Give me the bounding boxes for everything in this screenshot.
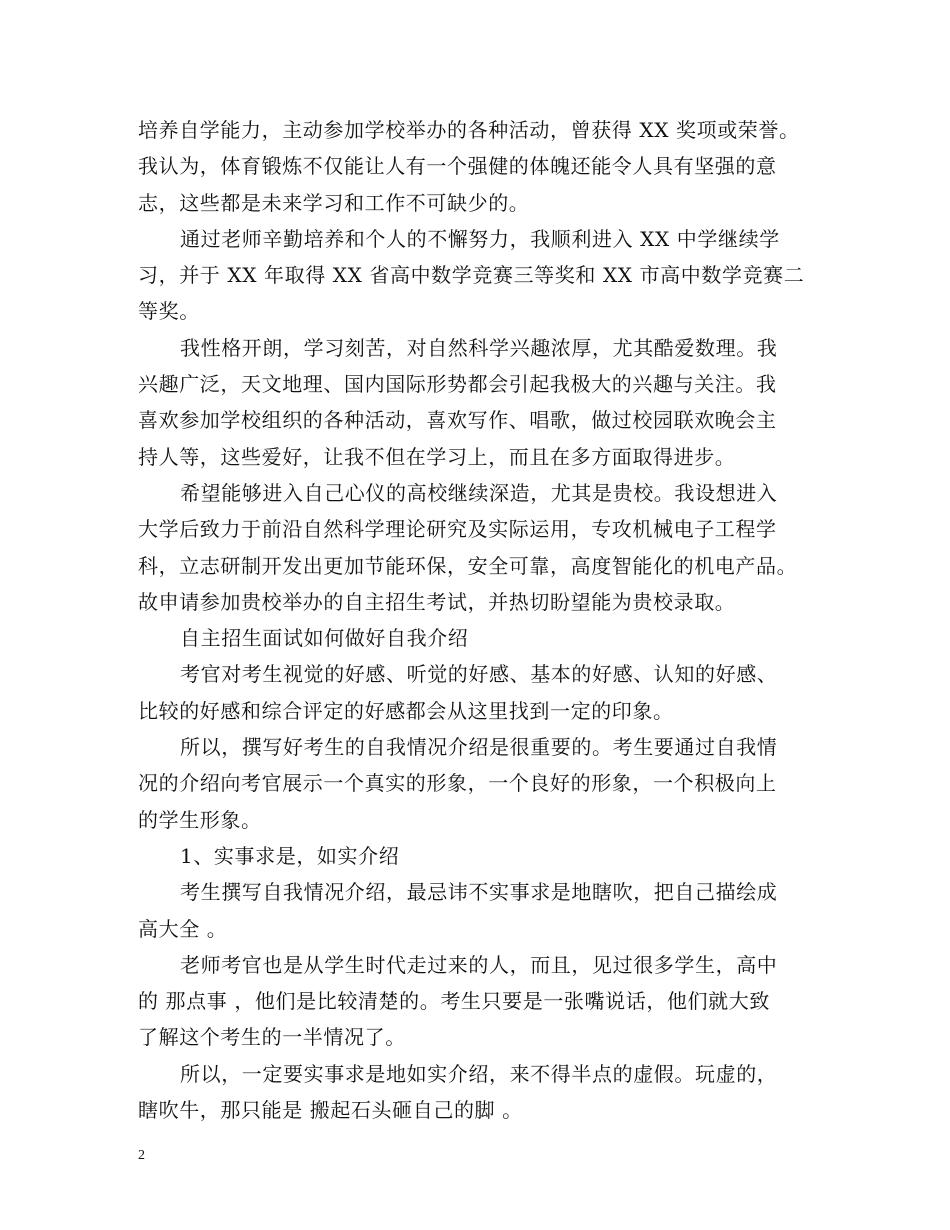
text-line: 考官对考生视觉的好感、听觉的好感、基本的好感、认知的好感、 [180,662,778,687]
text-line: 习，并于 XX 年取得 XX 省高中数学竞赛三等奖和 XX 市高中数学竞赛二 [138,263,805,288]
text-line: 瞎吹牛，那只能是 搬起石头砸自己的脚 。 [138,1098,523,1123]
text-line: 所以，撰写好考生的自我情况介绍是很重要的。考生要通过自我情 [180,735,778,760]
text-line: 高大全 。 [138,916,228,941]
text-line: 希望能够进入自己心仪的高校继续深造，尤其是贵校。我设想进入 [180,480,778,505]
text-line: 通过老师辛勤培养和个人的不懈努力，我顺利进入 XX 中学继续学 [180,226,780,251]
text-line: 科，立志研制开发出更加节能环保，安全可靠，高度智能化的机电产品。 [138,553,798,578]
page-number: 2 [138,1148,145,1163]
text-line: 况的介绍向考官展示一个真实的形象，一个良好的形象，一个积极向上 [138,771,777,796]
text-line: 1、实事求是，如实介绍 [180,843,400,868]
text-line: 大学后致力于前沿自然科学理论研究及实际运用，专攻机械电子工程学 [138,517,777,542]
text-line: 我性格开朗，学习刻苦，对自然科学兴趣浓厚，尤其酷爱数理。我 [180,335,778,360]
text-line: 培养自学能力，主动参加学校举办的各种活动，曾获得 XX 奖项或荣誉。 [138,118,800,142]
text-line: 故申请参加贵校举办的自主招生考试，并热切盼望能为贵校录取。 [138,589,736,614]
text-line: 老师考官也是从学生时代走过来的人，而且，见过很多学生，高中 [180,952,778,977]
text-line: 的学生形象。 [138,807,262,832]
text-line: 兴趣广泛，天文地理、国内国际形势都会引起我极大的兴趣与关注。我 [138,372,777,397]
document-body [138,112,828,1128]
text-line: 比较的好感和综合评定的好感都会从这里找到一定的印象。 [138,698,674,723]
text-line: 了解这个考生的一半情况了。 [138,1025,406,1050]
text-line: 自主招生面试如何做好自我介绍 [180,626,469,651]
text-line: 我认为，体育锻炼不仅能让人有一个强健的体魄还能令人具有坚强的意 [138,154,777,179]
text-line: 的 那点事 ，他们是比较清楚的。考生只要是一张嘴说话，他们就大致 [138,989,770,1014]
text-line: 喜欢参加学校组织的各种活动，喜欢写作、唱歌，做过校园联欢晚会主 [138,408,777,433]
text-line: 所以，一定要实事求是地如实介绍，来不得半点的虚假。玩虚的， [180,1061,778,1086]
text-line: 考生撰写自我情况介绍，最忌讳不实事求是地瞎吹，把自己描绘成 [180,880,778,905]
text-line: 持人等，这些爱好，让我不但在学习上，而且在多方面取得进步。 [138,444,736,469]
text-line: 志，这些都是未来学习和工作不可缺少的。 [138,190,530,215]
text-line: 等奖。 [138,299,200,324]
